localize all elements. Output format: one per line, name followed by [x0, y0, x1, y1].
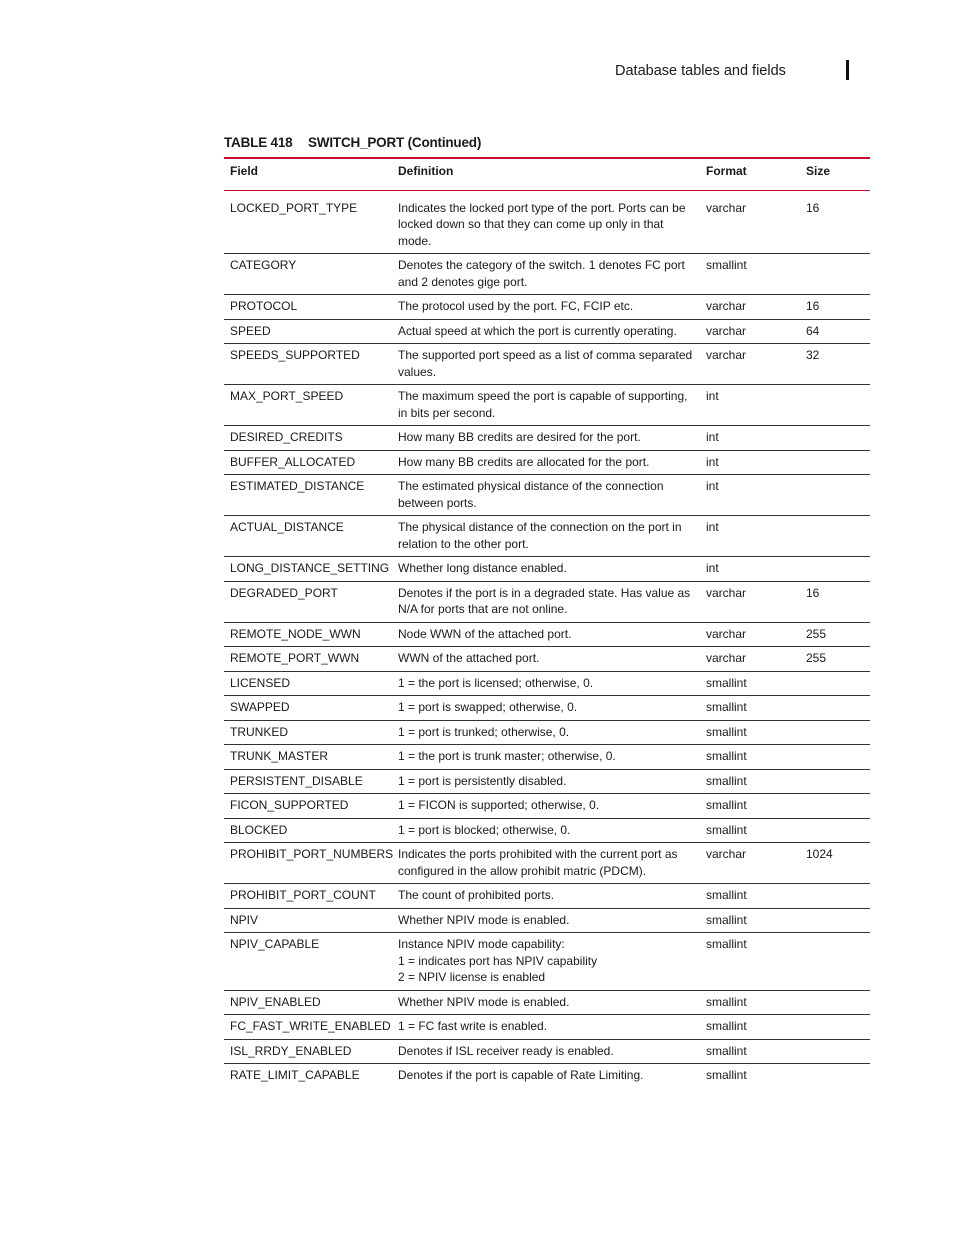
definition-cell [392, 450, 700, 475]
format-cell: varchar [700, 581, 800, 622]
table-row [224, 622, 870, 647]
definition-text: Instance NPIV mode capability: [398, 937, 565, 951]
size-cell [800, 450, 870, 475]
definition-text: 1 = FICON is supported; otherwise, 0. [398, 798, 600, 812]
size-cell [800, 1039, 870, 1064]
table-row [224, 884, 870, 909]
table-row [224, 426, 870, 451]
definition-text: 1 = the port is trunk master; otherwise, 0. [398, 749, 616, 763]
size-cell [800, 671, 870, 696]
size-cell [800, 1064, 870, 1088]
field-cell: NPIV [224, 908, 392, 933]
size-cell [800, 516, 870, 557]
field-cell: LOCKED_PORT_TYPE [224, 190, 392, 254]
definition-cell [392, 671, 700, 696]
field-cell: CATEGORY [224, 254, 392, 295]
column-header-field: Field [224, 158, 392, 190]
table-row [224, 769, 870, 794]
field-cell: REMOTE_PORT_WWN [224, 647, 392, 672]
table-row [224, 696, 870, 721]
column-header-format: Format [700, 158, 800, 190]
definition-cell [392, 319, 700, 344]
definition-text: Denotes if the port is capable of Rate Limiting. [398, 1068, 644, 1082]
format-cell: smallint [700, 769, 800, 794]
definition-text: 1 = port is persistently disabled. [398, 773, 567, 788]
definition-text: The physical distance of the connection on the port in relation to the other port. [398, 520, 682, 551]
table-caption [224, 135, 481, 150]
definition-cell [392, 1064, 700, 1088]
field-cell: ISL_RRDY_ENABLED [224, 1039, 392, 1064]
size-cell [800, 696, 870, 721]
format-cell: int [700, 516, 800, 557]
definition-text: WWN of the attached port. [398, 651, 540, 665]
format-cell: smallint [700, 696, 800, 721]
format-cell: smallint [700, 254, 800, 295]
definition-cell [392, 769, 700, 794]
field-cell: BUFFER_ALLOCATED [224, 450, 392, 475]
definition-text: Whether NPIV mode is enabled. [398, 912, 570, 927]
definition-text: Whether NPIV mode is enabled. [398, 994, 570, 1009]
definition-text: Whether long distance enabled. [398, 561, 567, 575]
table-row [224, 450, 870, 475]
definition-cell [392, 622, 700, 647]
format-cell: varchar [700, 647, 800, 672]
table-number: TABLE 418 [224, 135, 293, 150]
size-cell [800, 908, 870, 933]
field-cell: FICON_SUPPORTED [224, 794, 392, 819]
table-row [224, 295, 870, 320]
table-row [224, 1039, 870, 1064]
definition-cell [392, 581, 700, 622]
definition-text: How many BB credits are desired for the port. [398, 430, 641, 444]
definition-text: The maximum speed the port is capable of supporting, in bits per second. [398, 389, 688, 420]
table-row [224, 1015, 870, 1040]
format-cell: smallint [700, 818, 800, 843]
size-cell [800, 818, 870, 843]
format-cell: smallint [700, 1015, 800, 1040]
format-cell: int [700, 426, 800, 451]
table-row [224, 745, 870, 770]
table-row [224, 344, 870, 385]
size-cell [800, 385, 870, 426]
size-cell [800, 1015, 870, 1040]
field-cell: ACTUAL_DISTANCE [224, 516, 392, 557]
table-row [224, 475, 870, 516]
format-cell: int [700, 385, 800, 426]
field-cell: PROHIBIT_PORT_COUNT [224, 884, 392, 909]
field-cell: FC_FAST_WRITE_ENABLED [224, 1015, 392, 1040]
size-cell [800, 933, 870, 991]
table-row [224, 933, 870, 991]
size-cell: 32 [800, 344, 870, 385]
format-cell: varchar [700, 344, 800, 385]
format-cell: varchar [700, 843, 800, 884]
definition-cell [392, 516, 700, 557]
size-cell [800, 557, 870, 582]
table-row [224, 581, 870, 622]
definition-cell [392, 475, 700, 516]
definition-text: 1 = FC fast write is enabled. [398, 1019, 548, 1033]
definition-text: 2 = NPIV license is enabled [398, 970, 546, 984]
table-row [224, 843, 870, 884]
size-cell [800, 990, 870, 1015]
format-cell: smallint [700, 884, 800, 909]
format-cell: int [700, 557, 800, 582]
format-cell: smallint [700, 794, 800, 819]
definition-cell [392, 990, 700, 1015]
format-cell: smallint [700, 990, 800, 1015]
column-header-definition: Definition [392, 158, 700, 190]
field-cell: SPEEDS_SUPPORTED [224, 344, 392, 385]
table-row [224, 720, 870, 745]
definition-cell [392, 1015, 700, 1040]
table-row [224, 385, 870, 426]
field-cell: TRUNKED [224, 720, 392, 745]
field-cell: NPIV_CAPABLE [224, 933, 392, 991]
field-cell: PROHIBIT_PORT_NUMBERS [224, 843, 392, 884]
definition-cell [392, 295, 700, 320]
size-cell [800, 720, 870, 745]
field-cell: TRUNK_MASTER [224, 745, 392, 770]
table-row [224, 190, 870, 254]
definition-text: 1 = port is swapped; otherwise, 0. [398, 700, 578, 714]
definition-cell [392, 1039, 700, 1064]
definition-text: 1 = indicates port has NPIV capability [398, 953, 598, 968]
format-cell: smallint [700, 745, 800, 770]
field-cell: SWAPPED [224, 696, 392, 721]
table-row [224, 794, 870, 819]
definition-text: The supported port speed as a list of comma separated values. [398, 348, 693, 379]
field-cell: PROTOCOL [224, 295, 392, 320]
definition-cell [392, 745, 700, 770]
definition-cell [392, 344, 700, 385]
switch-port-table [224, 157, 870, 1088]
format-cell: varchar [700, 190, 800, 254]
definition-text: Denotes the category of the switch. 1 denotes FC port and 2 denotes gige port. [398, 258, 685, 289]
size-cell: 255 [800, 622, 870, 647]
table-row [224, 557, 870, 582]
definition-text: Indicates the ports prohibited with the current port as configured in the allow prohibit matric (PDCM). [398, 847, 678, 878]
size-cell [800, 794, 870, 819]
table-header-row [224, 158, 870, 190]
table-row [224, 516, 870, 557]
table-row [224, 254, 870, 295]
field-cell: DESIRED_CREDITS [224, 426, 392, 451]
definition-cell [392, 190, 700, 254]
definition-cell [392, 426, 700, 451]
definition-text: Denotes if the port is in a degraded state. Has value as N/A for ports that are not online. [398, 585, 691, 616]
header-marker-bar [846, 60, 849, 80]
format-cell: smallint [700, 671, 800, 696]
table-body [224, 190, 870, 1088]
size-cell [800, 426, 870, 451]
table-row [224, 647, 870, 672]
definition-cell [392, 884, 700, 909]
size-cell [800, 884, 870, 909]
definition-text: Node WWN of the attached port. [398, 626, 572, 641]
definition-cell [392, 794, 700, 819]
format-cell: smallint [706, 1068, 747, 1082]
format-cell: varchar [700, 319, 800, 344]
definition-text: 1 = the port is licensed; otherwise, 0. [398, 675, 594, 690]
field-cell: LICENSED [224, 671, 392, 696]
table-row [224, 319, 870, 344]
size-cell [800, 475, 870, 516]
size-cell: 16 [800, 190, 870, 254]
field-cell: ESTIMATED_DISTANCE [224, 475, 392, 516]
table-row [224, 1064, 870, 1088]
definition-cell [392, 385, 700, 426]
format-cell: varchar [700, 295, 800, 320]
format-cell: smallint [700, 933, 800, 991]
table-row [224, 990, 870, 1015]
definition-cell [392, 557, 700, 582]
size-cell [800, 254, 870, 295]
definition-text: Actual speed at which the port is currently operating. [398, 323, 677, 338]
size-cell: 64 [800, 319, 870, 344]
size-cell [800, 769, 870, 794]
definition-cell [392, 843, 700, 884]
definition-cell [392, 933, 700, 991]
definition-cell [392, 254, 700, 295]
definition-text: The estimated physical distance of the connection between ports. [398, 479, 664, 510]
size-cell: 1024 [800, 843, 870, 884]
size-cell: 16 [800, 295, 870, 320]
format-cell: int [700, 475, 800, 516]
definition-text: Denotes if ISL receiver ready is enabled. [398, 1043, 614, 1058]
definition-text: The protocol used by the port. FC, FCIP etc. [398, 299, 634, 313]
definition-cell [392, 647, 700, 672]
field-cell: REMOTE_NODE_WWN [224, 622, 392, 647]
field-cell: MAX_PORT_SPEED [224, 385, 392, 426]
size-cell: 16 [800, 581, 870, 622]
definition-text: Indicates the locked port type of the port. Ports can be locked down so that they can come up only in that mode. [398, 200, 686, 248]
size-cell: 255 [800, 647, 870, 672]
column-header-size: Size [800, 158, 870, 190]
field-cell: NPIV_ENABLED [224, 990, 392, 1015]
format-cell: smallint [700, 720, 800, 745]
format-cell: smallint [700, 908, 800, 933]
definition-cell [392, 696, 700, 721]
running-header: Database tables and fields [615, 63, 786, 79]
definition-cell [392, 818, 700, 843]
field-cell: BLOCKED [224, 818, 392, 843]
table-title: SWITCH_PORT (Continued) [308, 135, 482, 150]
definition-text: 1 = port is trunked; otherwise, 0. [398, 724, 570, 739]
format-cell: int [700, 450, 800, 475]
table-row [224, 818, 870, 843]
field-cell: LONG_DISTANCE_SETTING [224, 557, 392, 582]
definition-text: The count of prohibited ports. [398, 888, 555, 902]
definition-text: How many BB credits are allocated for the port. [398, 454, 650, 469]
definition-cell [392, 720, 700, 745]
field-cell: SPEED [224, 319, 392, 344]
format-cell: smallint [700, 1039, 800, 1064]
definition-cell [392, 908, 700, 933]
field-cell: DEGRADED_PORT [224, 581, 392, 622]
field-cell: PERSISTENT_DISABLE [224, 769, 392, 794]
format-cell: varchar [700, 622, 800, 647]
field-cell: RATE_LIMIT_CAPABLE [230, 1068, 360, 1082]
table-row [224, 671, 870, 696]
table-row [224, 908, 870, 933]
definition-text: 1 = port is blocked; otherwise, 0. [398, 822, 571, 837]
size-cell [800, 745, 870, 770]
